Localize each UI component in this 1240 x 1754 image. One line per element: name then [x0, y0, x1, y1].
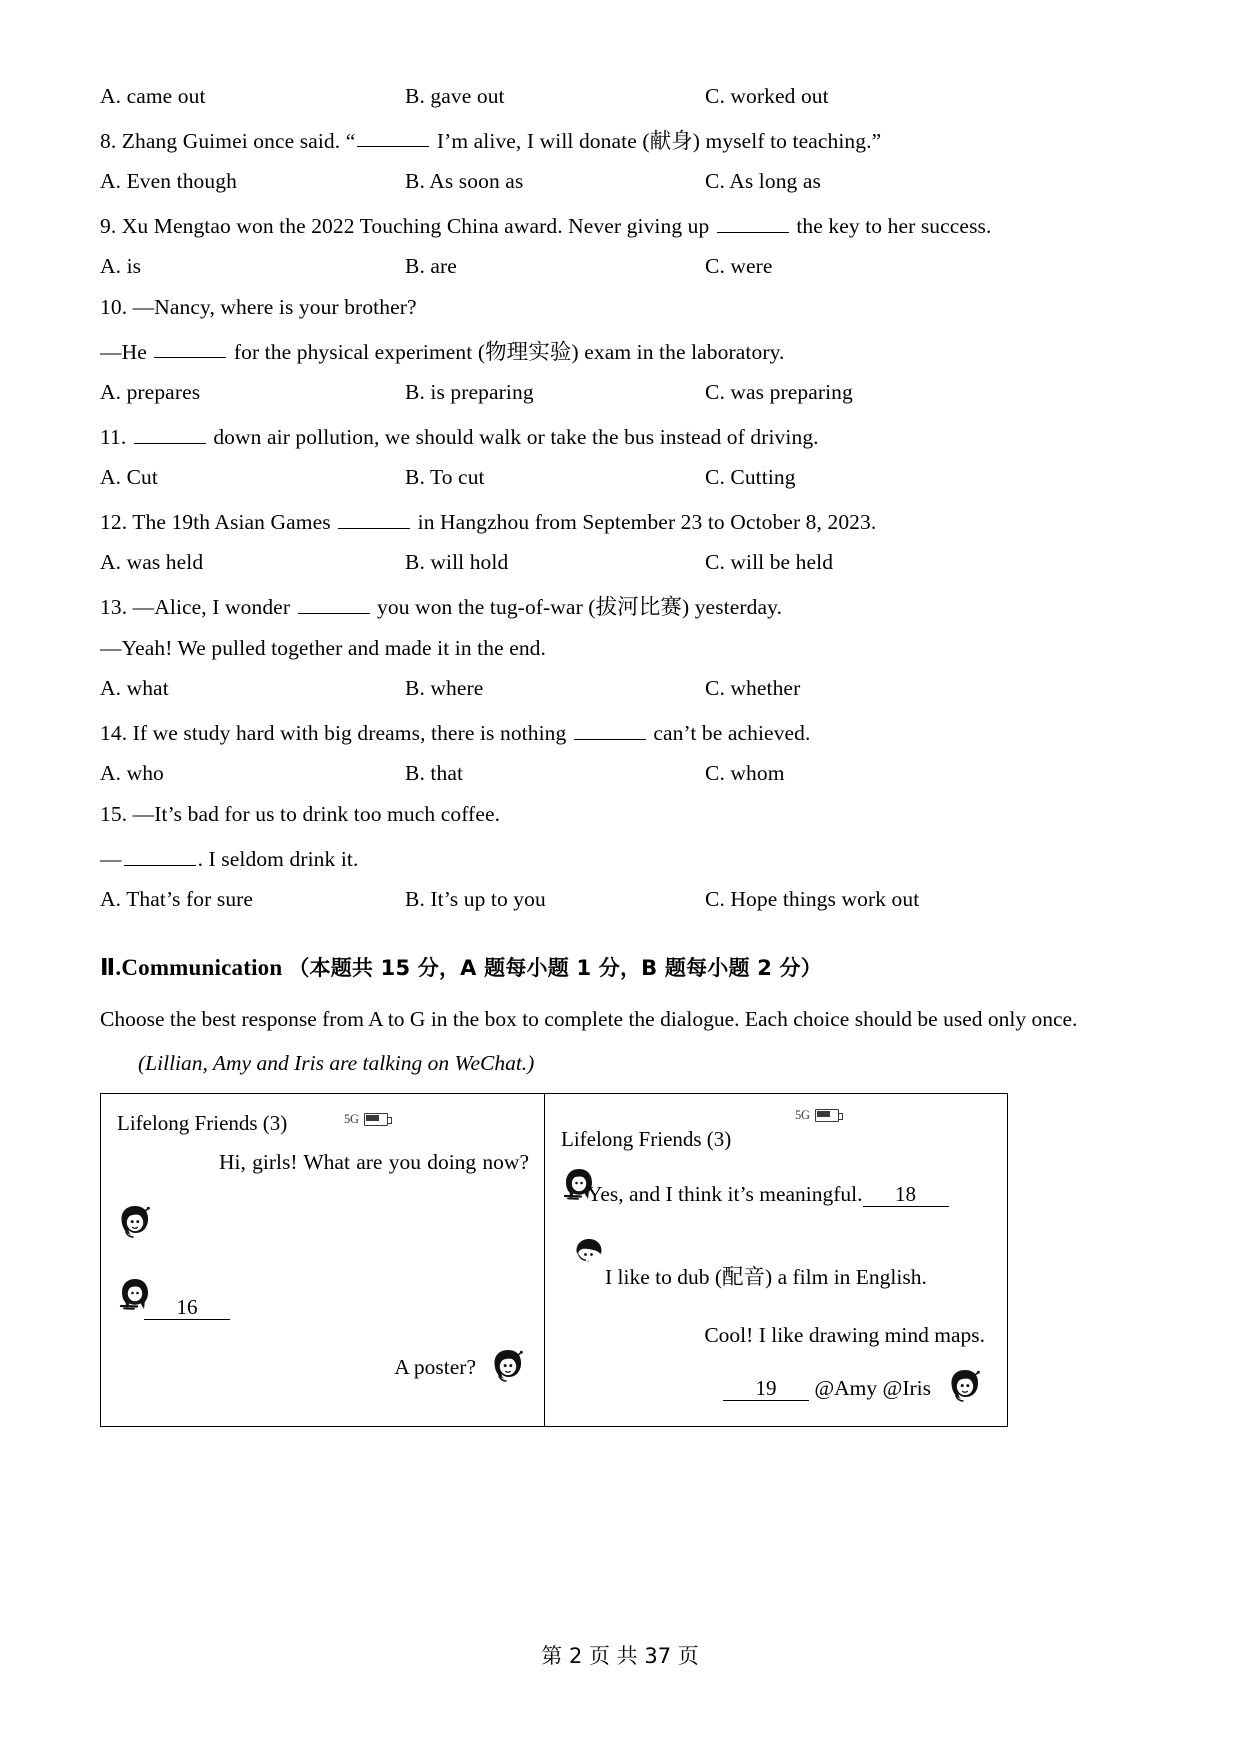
- question-14-stem: [100, 719, 1140, 744]
- stem-after: . I seldom drink it.: [197, 846, 359, 871]
- stem-before: 11.: [100, 424, 132, 449]
- stem-before: 8. Zhang Guimei once said. “: [100, 128, 356, 153]
- question-14-options: [100, 763, 1140, 785]
- answer-blank[interactable]: [338, 508, 410, 529]
- option-a[interactable]: A. prepares: [100, 380, 201, 405]
- chat-message-lillian-2: A poster?: [394, 1354, 476, 1379]
- section-score-note: （本题共 15 分，A 题每小题 1 分，B 题每小题 2 分）: [288, 955, 822, 980]
- chat-title-left: Lifelong Friends (3): [117, 1110, 288, 1135]
- option-c[interactable]: C. whom: [705, 761, 785, 786]
- section-instruction: Choose the best response from A to G in the box to complete the dialogue. Each choice should be used only once.: [100, 1006, 1078, 1031]
- answer-blank[interactable]: [154, 338, 226, 359]
- section-dot: .: [115, 954, 122, 980]
- option-a[interactable]: A. Cut: [100, 465, 158, 490]
- question-15-options: [100, 889, 1140, 911]
- question-13-stem-line2: —Yeah! We pulled together and made it in the end.: [100, 635, 547, 660]
- stem-after: you won the tug-of-war (拔河比赛) yesterday.: [371, 594, 783, 619]
- question-15-stem-line2: [100, 845, 1140, 870]
- question-9-options: [100, 256, 1140, 278]
- option-b[interactable]: B. will hold: [405, 550, 509, 575]
- avatar-lillian-3: [945, 1366, 985, 1406]
- option-b[interactable]: B. that: [405, 761, 464, 786]
- chat-message-lillian-blank-19: [723, 1377, 931, 1401]
- wechat-dialogue-table: [100, 1093, 1008, 1427]
- question-12-stem: [100, 508, 1140, 533]
- section-heading: [100, 952, 1140, 982]
- question-15-stem-line1: 15. —It’s bad for us to drink too much coffee.: [100, 802, 501, 827]
- question-9-stem: [100, 212, 1140, 237]
- stem-before: 12. The 19th Asian Games: [100, 509, 337, 534]
- option-a[interactable]: A. came out: [100, 84, 206, 108]
- question-8-stem: [100, 127, 1140, 152]
- option-c[interactable]: C. whether: [705, 676, 801, 701]
- option-c[interactable]: C. will be held: [705, 550, 834, 575]
- battery-icon: [815, 1109, 839, 1122]
- option-c[interactable]: C. were: [705, 254, 773, 279]
- stem-after: can’t be achieved.: [647, 720, 811, 745]
- chat-message-iris-1: I like to dub (配音) a film in English.: [605, 1264, 927, 1289]
- stem-after: the key to her success.: [790, 213, 992, 238]
- option-b[interactable]: B. As soon as: [405, 169, 524, 194]
- option-c[interactable]: C. was preparing: [705, 380, 853, 405]
- section-title: Communication: [121, 954, 283, 980]
- answer-blank-19[interactable]: 19: [723, 1378, 809, 1401]
- stem-after: in Hangzhou from September 23 to October 8, 2023.: [412, 509, 877, 534]
- option-b[interactable]: B. where: [405, 676, 484, 701]
- signal-5g-icon: 5G: [344, 1111, 359, 1126]
- option-a[interactable]: A. is: [100, 254, 142, 279]
- stem-before: 14. If we study hard with big dreams, there is nothing: [100, 720, 572, 745]
- question-11-stem: [100, 423, 1140, 448]
- wechat-panel-right: [545, 1094, 1007, 1426]
- option-a[interactable]: A. who: [100, 761, 164, 786]
- page-content: [100, 86, 1140, 1427]
- question-8-options: [100, 171, 1140, 193]
- answer-blank-16[interactable]: 16: [144, 1297, 230, 1320]
- chat-message-amy-blank-16: [144, 1296, 230, 1320]
- option-a[interactable]: A. That’s for sure: [100, 887, 254, 912]
- question-11-options: [100, 467, 1140, 489]
- wechat-panel-left: [101, 1094, 545, 1426]
- question-10-stem-line2: [100, 338, 1140, 363]
- avatar-lillian: [115, 1202, 155, 1242]
- option-a[interactable]: A. what: [100, 676, 169, 701]
- option-a[interactable]: A. was held: [100, 550, 204, 575]
- stem-after: down air pollution, we should walk or take the bus instead of driving.: [207, 424, 819, 449]
- mention-text: @Amy @Iris: [814, 1375, 931, 1400]
- stem-before: —He: [100, 339, 153, 364]
- answer-blank-18[interactable]: 18: [863, 1184, 949, 1207]
- option-a[interactable]: A. Even though: [100, 169, 237, 194]
- signal-5g-icon: 5G: [795, 1107, 810, 1122]
- option-c[interactable]: C. worked out: [705, 84, 829, 108]
- avatar-iris: [569, 1234, 609, 1274]
- question-10-options: [100, 382, 1140, 404]
- option-b[interactable]: B. are: [405, 254, 457, 279]
- stem-after: I’m alive, I will donate (献身) myself to teaching.”: [431, 128, 882, 153]
- answer-blank[interactable]: [357, 127, 429, 148]
- avatar-lillian-2: [488, 1346, 528, 1386]
- option-b[interactable]: B. is preparing: [405, 380, 534, 405]
- answer-blank[interactable]: [134, 423, 206, 444]
- chat-title-right: Lifelong Friends (3): [561, 1126, 732, 1151]
- answer-blank[interactable]: [717, 212, 789, 233]
- option-b[interactable]: B. gave out: [405, 84, 505, 108]
- option-b[interactable]: B. It’s up to you: [405, 887, 546, 912]
- stem-before: —: [100, 846, 122, 871]
- stem-before: 13. —Alice, I wonder: [100, 594, 296, 619]
- question-13-stem-line1: [100, 593, 1140, 618]
- chat-message-amy-1: [587, 1183, 949, 1207]
- message-text: Yes, and I think it’s meaningful.: [587, 1181, 863, 1206]
- battery-icon: [364, 1113, 388, 1126]
- question-10-stem-line1: 10. —Nancy, where is your brother?: [100, 294, 417, 319]
- option-c[interactable]: C. As long as: [705, 169, 821, 194]
- chat-message-lillian-3: Cool! I like drawing mind maps.: [704, 1322, 985, 1347]
- stem-after: for the physical experiment (物理实验) exam in the laboratory.: [228, 339, 785, 364]
- answer-blank[interactable]: [574, 719, 646, 740]
- page-footer: 第 2 页 共 37 页: [541, 1644, 699, 1668]
- status-bar-left: [344, 1112, 388, 1127]
- scene-note: (Lillian, Amy and Iris are talking on WeChat.): [138, 1051, 535, 1076]
- answer-blank[interactable]: [124, 845, 196, 866]
- status-bar-right: [795, 1108, 839, 1123]
- chat-message-lillian-1: Hi, girls! What are you doing now?: [219, 1149, 529, 1174]
- answer-blank[interactable]: [298, 593, 370, 614]
- question-7-options: [100, 86, 1140, 108]
- section-roman-numeral: Ⅱ: [100, 954, 116, 981]
- question-12-options: [100, 552, 1140, 574]
- question-13-options: [100, 678, 1140, 700]
- option-c[interactable]: C. Cutting: [705, 465, 796, 490]
- stem-before: 9. Xu Mengtao won the 2022 Touching China award. Never giving up: [100, 213, 715, 238]
- option-b[interactable]: B. To cut: [405, 465, 485, 490]
- option-c[interactable]: C. Hope things work out: [705, 887, 920, 912]
